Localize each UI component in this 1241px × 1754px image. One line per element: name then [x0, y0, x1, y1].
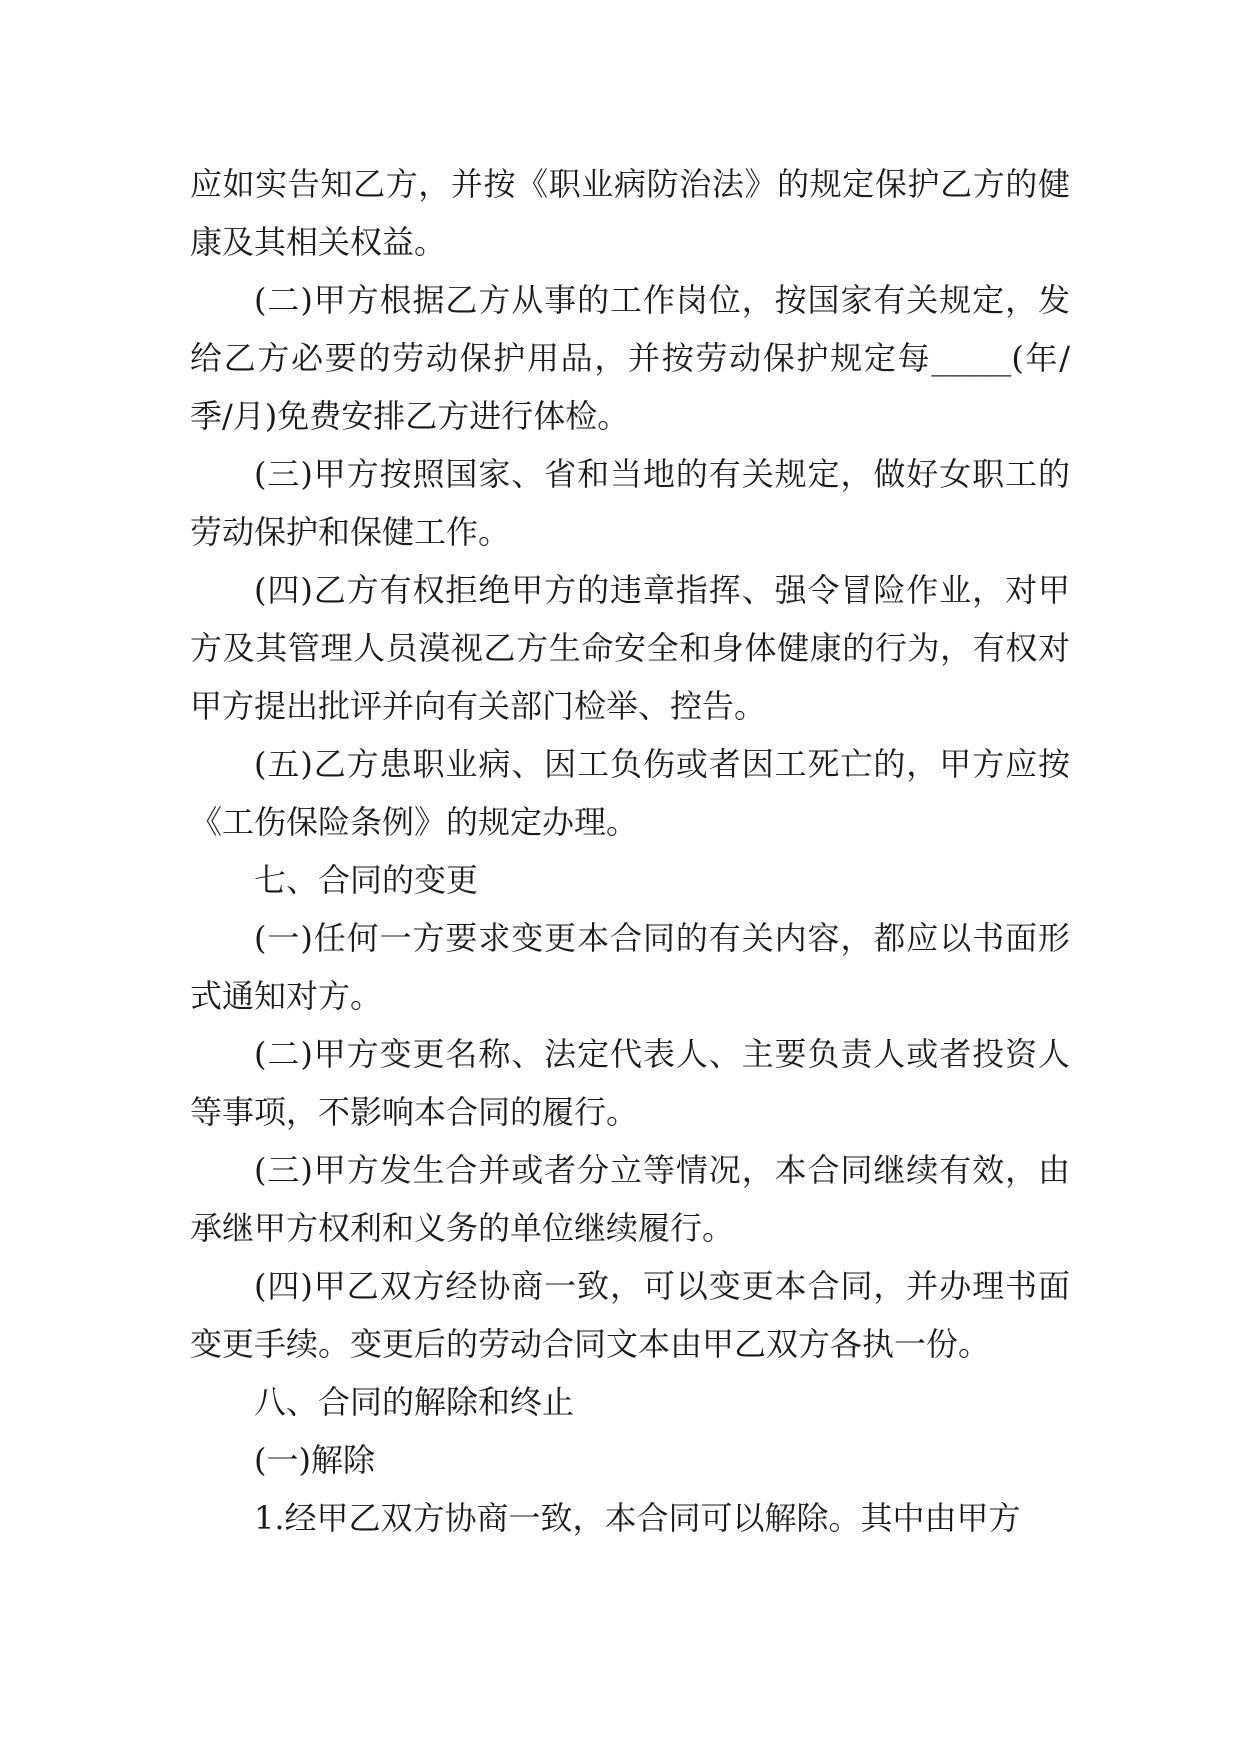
- section-heading-termination: 八、合同的解除和终止: [254, 1383, 575, 1421]
- paragraph-mutual-change: (四)甲乙双方经协商一致，可以变更本合同，并办理书面变更手续。变更后的劳动合同文本由甲乙双方各执一份。: [190, 1267, 1070, 1363]
- subheading-dissolution: (一)解除: [254, 1441, 375, 1479]
- paragraph-change-notice: (一)任何一方要求变更本合同的有关内容，都应以书面形式通知对方。: [190, 919, 1070, 1015]
- section-heading-contract-change: 七、合同的变更: [254, 861, 479, 899]
- paragraph-name-change: (二)甲方变更名称、法定代表人、主要负责人或者投资人等事项，不影响本合同的履行。: [190, 1035, 1070, 1131]
- document-body: [190, 155, 1070, 1547]
- paragraph-continuation: 应如实告知乙方，并按《职业病防治法》的规定保护乙方的健康及其相关权益。: [190, 165, 1070, 261]
- paragraph-merger: (三)甲方发生合并或者分立等情况，本合同继续有效，由承继甲方权利和义务的单位继续履行。: [190, 1151, 1070, 1247]
- paragraph-occupational-injury: (五)乙方患职业病、因工负伤或者因工死亡的，甲方应按《工伤保险条例》的规定办理。: [190, 745, 1070, 841]
- paragraph-mutual-dissolution: 1.经甲乙双方协商一致，本合同可以解除。其中由甲方: [254, 1499, 1021, 1537]
- paragraph-right-to-refuse: (四)乙方有权拒绝甲方的违章指挥、强令冒险作业，对甲方及其管理人员漠视乙方生命安全和身体健康的行为，有权对甲方提出批评并向有关部门检举、控告。: [190, 571, 1070, 725]
- paragraph-protective-equipment: (二)甲方根据乙方从事的工作岗位，按国家有关规定，发给乙方必要的劳动保护用品，并按劳动保护规定每_____(年/季/月)免费安排乙方进行体检。: [190, 281, 1070, 435]
- paragraph-female-workers: (三)甲方按照国家、省和当地的有关规定，做好女职工的劳动保护和保健工作。: [190, 455, 1070, 551]
